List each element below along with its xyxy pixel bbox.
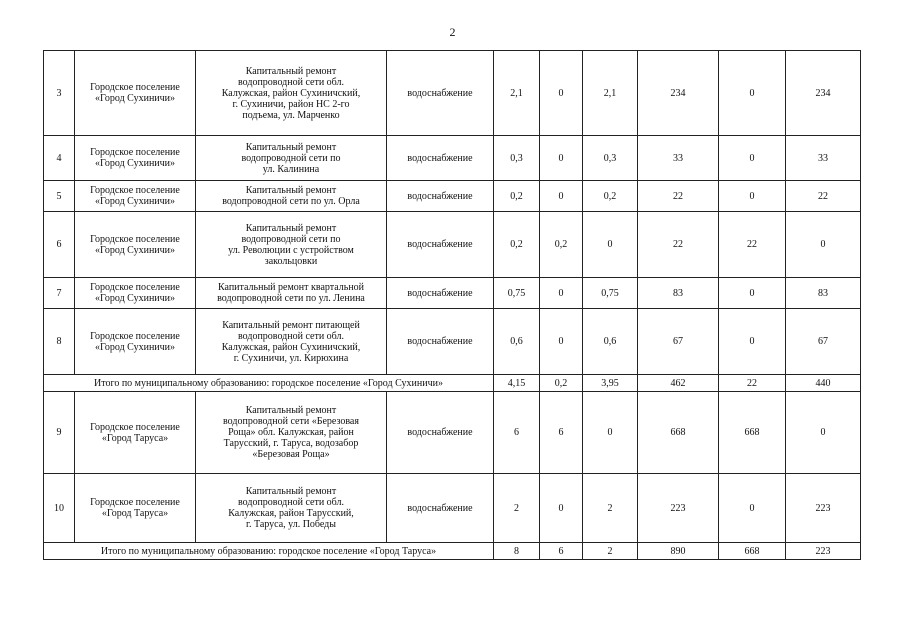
value-cell: 0,3	[583, 136, 638, 181]
municipality-cell-line: Городское поселение	[90, 282, 180, 293]
value-cell: 668	[719, 543, 786, 560]
value-cell: 22	[719, 375, 786, 392]
category-cell: водоснабжение	[387, 212, 494, 278]
value-cell: 234	[638, 51, 719, 136]
description-cell-line: Капитальный ремонт	[245, 222, 337, 234]
value-cell: 0	[719, 136, 786, 181]
value-cell: 83	[638, 278, 719, 309]
description-cell-line: Калужская, район Сухиничский,	[221, 341, 361, 353]
municipality-cell-line: «Город Таруса»	[101, 432, 169, 444]
value-cell: 0	[719, 309, 786, 375]
data-table	[43, 50, 861, 560]
value-cell: 0	[786, 212, 861, 278]
value-cell: 0,2	[583, 181, 638, 212]
category-cell: водоснабжение	[387, 474, 494, 543]
value-cell: 22	[719, 212, 786, 278]
row-number: 7	[44, 278, 75, 309]
value-cell: 3,95	[583, 375, 638, 392]
municipality-cell	[75, 392, 196, 474]
table-body	[44, 51, 861, 560]
value-cell: 22	[638, 212, 719, 278]
row-number: 5	[44, 181, 75, 212]
description-cell-line: Капитальный ремонт квартальной	[217, 282, 365, 293]
value-cell: 6	[540, 392, 583, 474]
value-cell: 0,2	[494, 181, 540, 212]
municipality-cell-line: «Город Сухиничи»	[94, 93, 176, 104]
value-cell: 0,3	[494, 136, 540, 181]
value-cell: 8	[494, 543, 540, 560]
description-cell-line: Роща» обл. Калужская, район	[228, 427, 354, 438]
value-cell: 4,15	[494, 375, 540, 392]
description-cell	[196, 136, 387, 181]
category-cell: водоснабжение	[387, 51, 494, 136]
municipality-cell-line: «Город Сухиничи»	[94, 293, 176, 304]
value-cell: 0,75	[583, 278, 638, 309]
value-cell: 668	[638, 392, 719, 474]
value-cell: 0	[583, 212, 638, 278]
value-cell: 0,6	[494, 309, 540, 375]
municipality-cell	[75, 212, 196, 278]
municipality-cell-line: Городское поселение	[90, 185, 180, 196]
value-cell: 0	[583, 392, 638, 474]
value-cell: 440	[786, 375, 861, 392]
value-cell: 0	[540, 309, 583, 375]
value-cell: 6	[494, 392, 540, 474]
value-cell: 0,2	[540, 212, 583, 278]
table-row	[44, 181, 861, 212]
municipality-cell-line: Городское поселение	[90, 82, 180, 93]
value-cell: 67	[786, 309, 861, 375]
table-row	[44, 392, 861, 474]
total-row	[44, 375, 861, 392]
value-cell: 2,1	[583, 51, 638, 136]
value-cell: 67	[638, 309, 719, 375]
municipality-cell	[75, 474, 196, 543]
category-cell: водоснабжение	[387, 309, 494, 375]
value-cell: 83	[786, 278, 861, 309]
description-cell	[196, 181, 387, 212]
row-number: 3	[44, 51, 75, 136]
category-cell: водоснабжение	[387, 392, 494, 474]
municipality-cell-line: Городское поселение	[90, 147, 180, 158]
row-number: 9	[44, 392, 75, 474]
row-number: 8	[44, 309, 75, 375]
category-cell: водоснабжение	[387, 136, 494, 181]
municipality-cell-line: «Город Сухиничи»	[94, 341, 176, 353]
municipality-cell-line: Городское поселение	[90, 421, 180, 433]
row-number: 6	[44, 212, 75, 278]
value-cell: 0	[540, 278, 583, 309]
description-cell-line: Капитальный ремонт питающей	[222, 319, 360, 331]
value-cell: 0,2	[494, 212, 540, 278]
municipality-cell-line: «Город Таруса»	[101, 508, 169, 519]
description-cell-line: Капитальный ремонт	[245, 185, 337, 196]
table-row	[44, 278, 861, 309]
value-cell: 223	[786, 474, 861, 543]
table-row	[44, 212, 861, 278]
description-cell-line: водопроводной сети по	[241, 233, 341, 245]
description-cell-line: водопроводной сети обл.	[237, 76, 344, 88]
description-cell	[196, 474, 387, 543]
row-number: 4	[44, 136, 75, 181]
description-cell-line: г. Таруса, ул. Победы	[246, 519, 336, 530]
value-cell: 6	[540, 543, 583, 560]
description-cell	[196, 392, 387, 474]
description-cell-line: подъема, ул. Марченко	[242, 109, 340, 121]
value-cell: 22	[638, 181, 719, 212]
municipality-cell-line: Городское поселение	[90, 330, 180, 342]
description-cell	[196, 309, 387, 375]
description-cell-line: Тарусский, г. Таруса, водозабор	[223, 438, 359, 449]
description-cell-line: Калужская, район Тарусский,	[228, 508, 354, 519]
value-cell: 0	[540, 136, 583, 181]
description-cell-line: Капитальный ремонт	[245, 65, 337, 77]
municipality-cell-line: Городское поселение	[90, 233, 180, 245]
table-row	[44, 309, 861, 375]
description-cell-line: Калужская, район Сухиничский,	[221, 87, 361, 99]
description-cell-line: ул. Революции с устройством	[228, 244, 354, 256]
value-cell: 0,6	[583, 309, 638, 375]
value-cell: 0	[719, 181, 786, 212]
description-cell	[196, 212, 387, 278]
description-cell-line: ул. Калинина	[262, 163, 320, 175]
municipality-cell-line: Городское поселение	[90, 497, 180, 508]
value-cell: 0	[786, 392, 861, 474]
value-cell: 462	[638, 375, 719, 392]
value-cell: 0,75	[494, 278, 540, 309]
municipality-cell	[75, 309, 196, 375]
description-cell-line: водопроводной сети по	[241, 152, 341, 164]
value-cell: 890	[638, 543, 719, 560]
value-cell: 2	[494, 474, 540, 543]
description-cell-line: Капитальный ремонт	[245, 405, 337, 416]
description-cell-line: Капитальный ремонт	[245, 486, 337, 497]
municipality-cell-line: «Город Сухиничи»	[94, 158, 176, 169]
total-label: Итого по муниципальному образованию: городское поселение «Город Таруса»	[44, 543, 494, 560]
row-number: 10	[44, 474, 75, 543]
value-cell: 223	[786, 543, 861, 560]
municipality-cell	[75, 181, 196, 212]
value-cell: 0	[719, 474, 786, 543]
category-cell: водоснабжение	[387, 181, 494, 212]
description-cell-line: г. Сухиничи, ул. Кирюхина	[233, 352, 349, 364]
value-cell: 234	[786, 51, 861, 136]
description-cell-line: водопроводной сети «Березовая	[223, 416, 359, 427]
value-cell: 2	[583, 474, 638, 543]
value-cell: 668	[719, 392, 786, 474]
value-cell: 2,1	[494, 51, 540, 136]
description-cell-line: «Березовая Роща»	[252, 449, 330, 460]
value-cell: 33	[638, 136, 719, 181]
category-cell: водоснабжение	[387, 278, 494, 309]
total-label: Итого по муниципальному образованию: городское поселение «Город Сухиничи»	[44, 375, 494, 392]
description-cell-line: водопроводной сети по ул. Ленина	[217, 293, 365, 304]
value-cell: 33	[786, 136, 861, 181]
value-cell: 0	[719, 278, 786, 309]
description-cell-line: Капитальный ремонт	[245, 141, 337, 153]
description-cell	[196, 278, 387, 309]
municipality-cell	[75, 51, 196, 136]
table-row	[44, 51, 861, 136]
description-cell-line: водопроводной сети по ул. Орла	[222, 196, 360, 207]
municipality-cell	[75, 278, 196, 309]
value-cell: 0	[719, 51, 786, 136]
page-number: 2	[449, 25, 456, 39]
description-cell	[196, 51, 387, 136]
table-row	[44, 474, 861, 543]
value-cell: 0,2	[540, 375, 583, 392]
value-cell: 0	[540, 181, 583, 212]
description-cell-line: водопроводной сети обл.	[237, 497, 344, 508]
municipality-cell	[75, 136, 196, 181]
value-cell: 0	[540, 474, 583, 543]
total-row	[44, 543, 861, 560]
value-cell: 0	[540, 51, 583, 136]
municipality-cell-line: «Город Сухиничи»	[94, 244, 176, 256]
description-cell-line: водопроводной сети обл.	[237, 330, 344, 342]
value-cell: 22	[786, 181, 861, 212]
value-cell: 2	[583, 543, 638, 560]
description-cell-line: закольцовки	[264, 255, 318, 267]
description-cell-line: г. Сухиничи, район НС 2-го	[232, 98, 350, 110]
table-row	[44, 136, 861, 181]
municipality-cell-line: «Город Сухиничи»	[94, 196, 176, 207]
value-cell: 223	[638, 474, 719, 543]
